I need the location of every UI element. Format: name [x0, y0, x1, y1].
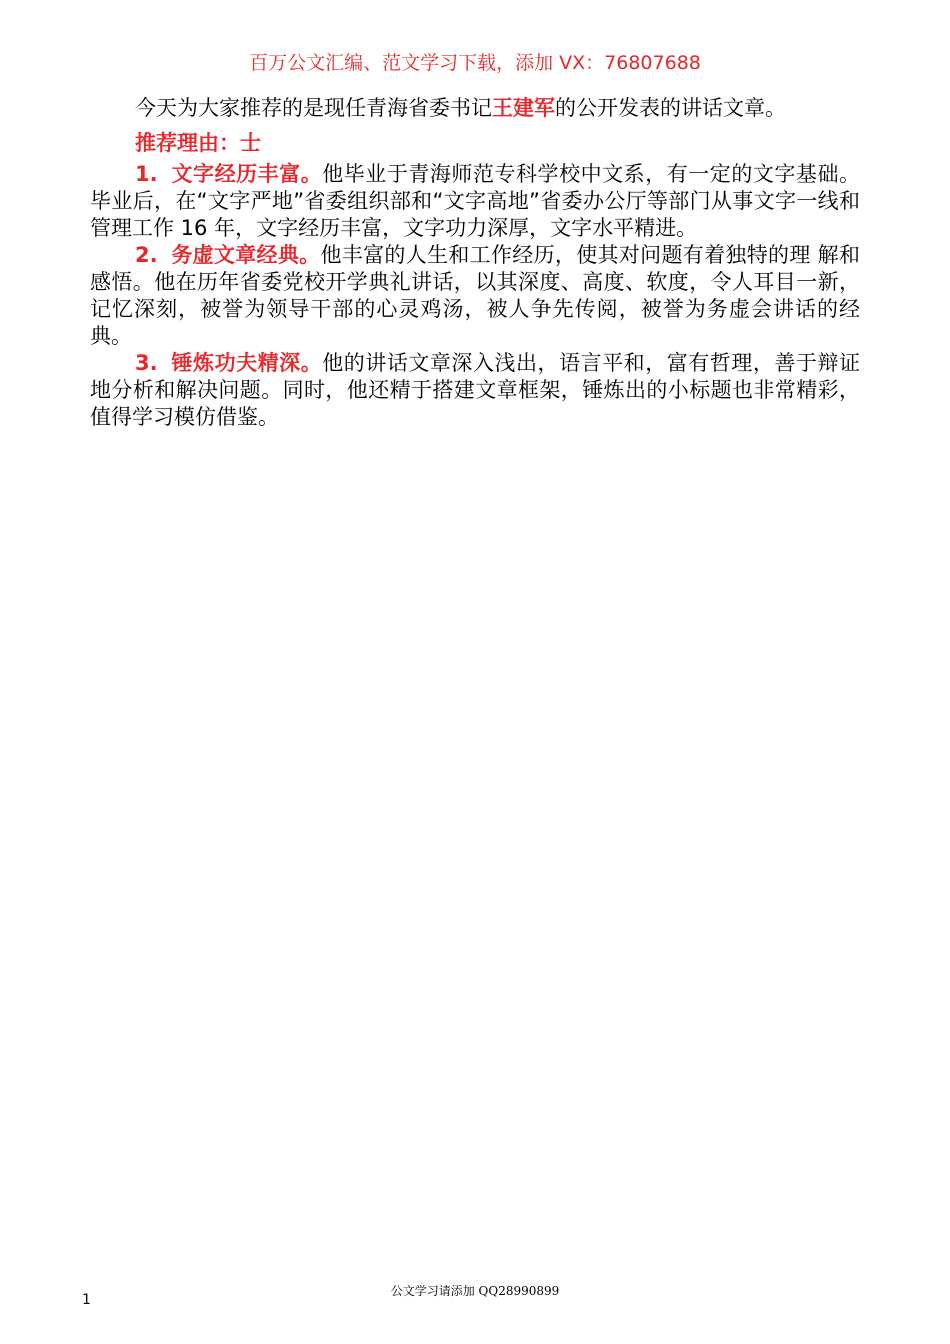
document-body — [90, 95, 860, 431]
reason-paragraph-1 — [90, 161, 860, 242]
page-number: 1 — [82, 1292, 91, 1308]
reason-paragraph-2 — [90, 242, 860, 350]
footer-watermark-text: 公文学习请添加 QQ28990899 — [390, 1284, 560, 1298]
reason-heading: 务虚文章经典。 — [171, 243, 321, 267]
reason-number: 1. — [135, 162, 158, 186]
reason-number: 3. — [135, 351, 158, 375]
reason-paragraph-3 — [90, 350, 860, 431]
reason-heading: 文字经历丰富。 — [171, 162, 323, 186]
reasons-heading: 推荐理由：士 — [135, 131, 261, 155]
intro-highlight-name: 王建军 — [492, 96, 555, 120]
intro-text-before: 今天为大家推荐的是现任青海省委书记 — [135, 96, 492, 120]
reason-heading: 锤炼功夫精深。 — [171, 351, 323, 375]
reason-text: 他毕业于青海师范专科学校中文系，有一定的文字基础。毕业后，在“文字严地”省委组织部和“文字高地”省委办公厅等部门从事文字一线和管理工作 16 年，文字经历丰富，文字功力深厚，文字水平精进。 — [90, 162, 860, 240]
reason-text: 他丰富的人生和工作经历，使其对问题有着独特的理 解和感悟。他在历年省委党校开学典礼讲话，以其深度、高度、软度，令人耳目一新，记忆深刻，被誉为领导干部的心灵鸡汤，被人争先传阅，被誉为务虚会讲话的经典。 — [90, 243, 860, 348]
reason-text: 他的讲话文章深入浅出，语言平和，富有哲理，善于辩证地分析和解决问题。同时，他还精于搭建文章框架，锤炼出的小标题也非常精彩，值得学习模仿借鉴。 — [90, 351, 860, 429]
intro-paragraph — [90, 95, 860, 122]
reason-number: 2. — [135, 243, 158, 267]
header-watermark-text: 百万公文汇编、范文学习下载，添加 VX：76807688 — [249, 52, 701, 74]
intro-text-after: 的公开发表的讲话文章。 — [555, 96, 786, 120]
